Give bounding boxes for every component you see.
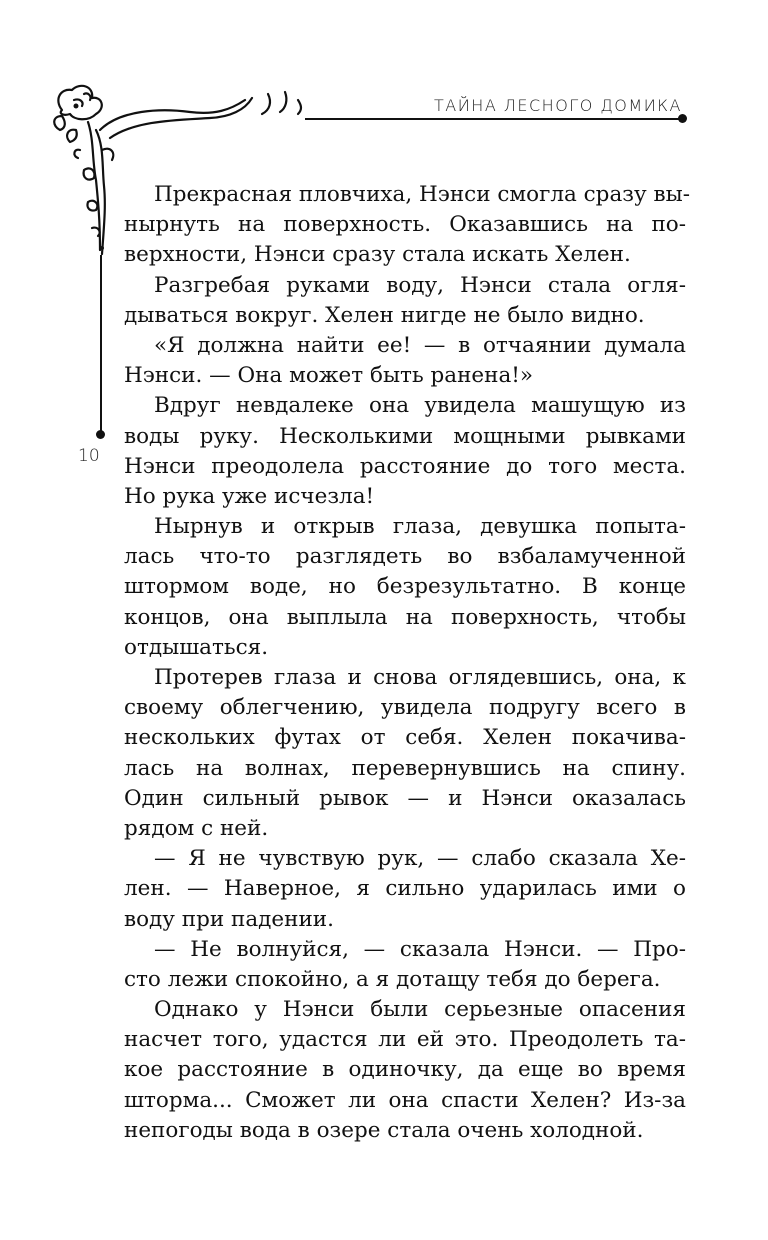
text-line: Но рука уже исчезла! [124,483,375,509]
text-line: отдышаться. [124,634,269,660]
margin-rule-endpoint [96,430,105,439]
text-line: Протерев глаза и снова оглядевшись, она, к [154,665,686,690]
text-line: дываться вокруг. Хелен нигде не было видно. [124,302,645,328]
paragraph [124,391,686,512]
text-line: сто лежи спокойно, а я дотащу тебя до берега. [124,966,661,992]
text-line: нескольких футах от себя. Хелен покачива- [124,725,686,751]
text-line: лась на волнах, перевернувшись на спину. [124,755,686,781]
text-line: кое расстояние в одиночку, да еще во время [124,1057,686,1083]
margin-rule [100,255,102,433]
text-line: — Не волнуйся, — сказала Нэнси. — Про- [154,936,686,962]
text-line: концов, она выплыла на поверхность, чтобы [124,604,686,630]
text-line: Нэнси преодолела расстояние до того места. [124,453,686,479]
text-line: Вдруг невдалеке она увидела машущую из [154,393,686,419]
text-line: лась что-то разглядеть во взбаламученной [124,544,686,570]
text-line: Нырнув и открыв глаза, девушка попыта- [154,514,686,540]
text-line: «Я должна найти ее! — в отчаянии думала [154,332,686,358]
paragraph [124,271,686,331]
text-line: Разгребая руками воду, Нэнси стала огля- [154,272,686,298]
paragraph [124,331,686,391]
text-line: — Я не чувствую рук, — слабо сказала Хе- [154,846,686,872]
header-rule [305,118,680,120]
paragraph [124,180,690,271]
page-number: 10 [78,446,100,466]
paragraph [124,663,686,844]
text-line: непогоды вода в озере стала очень холодной. [124,1117,644,1143]
paragraph [124,512,686,663]
paragraph [124,995,686,1146]
text-line: шторма... Сможет ли она спасти Хелен? Из-за [124,1087,686,1113]
text-line: Один сильный рывок — и Нэнси оказалась [124,785,686,811]
text-line: лен. — Наверное, я сильно ударилась ими о [124,876,686,902]
text-line: своему облегчению, увидела подругу всего в [124,695,686,721]
paragraph [124,844,686,935]
body-text [124,180,690,1146]
text-line: насчет того, удастся ли ей это. Преодолеть та- [124,1027,686,1053]
text-line: воды руку. Несколькими мощными рывками [124,423,686,449]
text-line: рядом с ней. [124,815,269,841]
text-line: Прекрасная пловчиха, Нэнси смогла сразу вы- [154,182,690,207]
text-line: Нэнси. — Она может быть ранена!» [124,363,534,389]
text-line: воду при падении. [124,906,334,932]
text-line: штормом воде, но безрезультатно. В конце [124,574,686,600]
text-line: верхности, Нэнси сразу стала искать Хелен. [124,242,631,268]
paragraph [124,935,686,995]
header-rule-endpoint [678,114,687,123]
running-title: ТАЙНА ЛЕСНОГО ДОМИКА [433,96,682,115]
text-line: нырнуть на поверхность. Оказавшись на по- [124,212,686,238]
text-line: Однако у Нэнси были серьезные опасения [154,997,686,1023]
